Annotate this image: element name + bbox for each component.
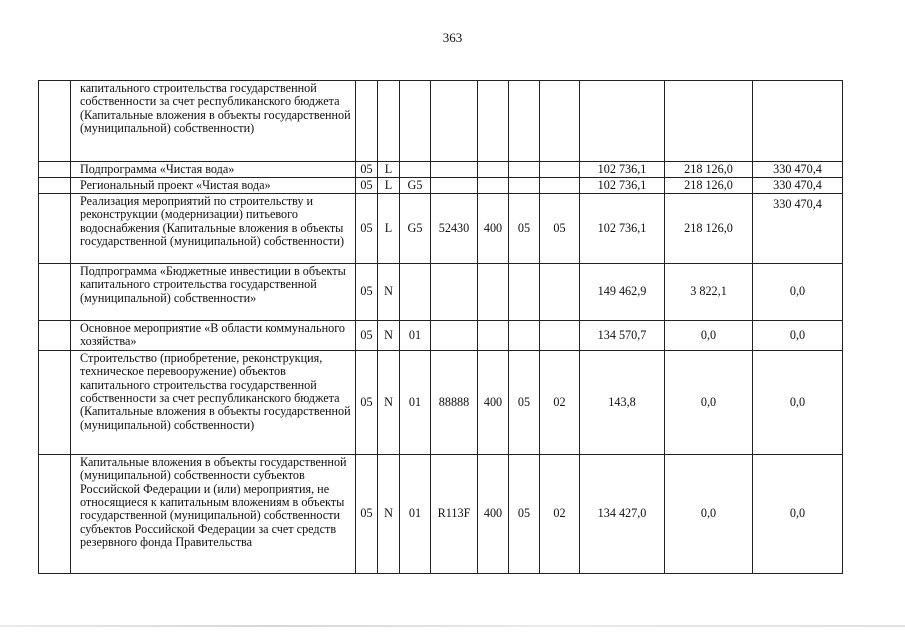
amount-year2: 3 822,1 xyxy=(665,264,753,321)
amount-year1: 134 427,0 xyxy=(580,454,665,573)
code-expense-type xyxy=(478,264,509,321)
code-direction xyxy=(431,81,478,162)
code-section xyxy=(509,321,540,351)
amount-year1: 149 462,9 xyxy=(580,264,665,321)
code-subsection xyxy=(540,178,580,194)
margin-cell xyxy=(39,81,71,162)
code-ministry: 05 xyxy=(356,178,378,194)
amount-year3: 330 470,4 xyxy=(753,162,843,178)
margin-cell xyxy=(39,162,71,178)
code-direction xyxy=(431,162,478,178)
row-name: Строительство (приобретение, реконструкция, техническое перевооружение) объектов капитального строительства государственной собственности за счет республиканского бюджета (Капитальные вложения в объекты государственной (муниципальной) собственности) xyxy=(71,350,356,454)
amount-year1: 102 736,1 xyxy=(580,178,665,194)
code-program: N xyxy=(378,321,400,351)
code-subprogram xyxy=(400,162,431,178)
code-direction: 52430 xyxy=(431,194,478,264)
table-row xyxy=(39,321,843,351)
code-subsection: 02 xyxy=(540,350,580,454)
code-direction: 88888 xyxy=(431,350,478,454)
code-section xyxy=(509,178,540,194)
amount-year2 xyxy=(665,81,753,162)
margin-cell xyxy=(39,264,71,321)
row-name: Основное мероприятие «В области коммунального хозяйства» xyxy=(71,321,356,351)
amount-year1: 143,8 xyxy=(580,350,665,454)
row-name: Подпрограмма «Чистая вода» xyxy=(71,162,356,178)
code-subprogram: 01 xyxy=(400,321,431,351)
row-name: Реализация мероприятий по строительству и реконструкции (модернизации) питьевого водоснабжения (Капитальные вложения в объекты государственной (муниципальной) собственности) xyxy=(71,194,356,264)
table-row xyxy=(39,454,843,573)
scan-edge-line xyxy=(0,625,905,627)
code-subprogram: 01 xyxy=(400,454,431,573)
amount-year3: 0,0 xyxy=(753,454,843,573)
row-name: Капитальные вложения в объекты государственной (муниципальной) собственности субъектов Российской Федерации и (или) мероприятия, не относящиеся к капитальным вложениям в объекты государственной (муниципальной) собственности субъектов Российской Федерации за счет средств резервного фонда Правительства xyxy=(71,454,356,573)
budget-table xyxy=(38,80,843,574)
margin-cell xyxy=(39,321,71,351)
code-subsection: 05 xyxy=(540,194,580,264)
code-direction xyxy=(431,321,478,351)
amount-year3 xyxy=(753,81,843,162)
code-ministry: 05 xyxy=(356,454,378,573)
code-direction: R113F xyxy=(431,454,478,573)
code-subsection xyxy=(540,321,580,351)
code-subsection: 02 xyxy=(540,454,580,573)
code-program: L xyxy=(378,194,400,264)
code-ministry: 05 xyxy=(356,194,378,264)
code-subprogram xyxy=(400,264,431,321)
code-subprogram: 01 xyxy=(400,350,431,454)
amount-year3: 0,0 xyxy=(753,264,843,321)
amount-year1 xyxy=(580,81,665,162)
code-ministry xyxy=(356,81,378,162)
row-name: Подпрограмма «Бюджетные инвестиции в объекты капитального строительства государственной (муниципальной) собственности» xyxy=(71,264,356,321)
code-ministry: 05 xyxy=(356,350,378,454)
budget-table-container xyxy=(38,80,843,574)
code-section xyxy=(509,162,540,178)
code-section xyxy=(509,81,540,162)
code-subsection xyxy=(540,81,580,162)
code-ministry: 05 xyxy=(356,321,378,351)
code-ministry: 05 xyxy=(356,162,378,178)
code-subprogram: G5 xyxy=(400,194,431,264)
code-expense-type xyxy=(478,321,509,351)
table-row xyxy=(39,81,843,162)
amount-year3: 330 470,4 xyxy=(753,194,843,264)
code-section xyxy=(509,264,540,321)
amount-year2: 218 126,0 xyxy=(665,194,753,264)
amount-year3: 330 470,4 xyxy=(753,178,843,194)
code-section: 05 xyxy=(509,454,540,573)
code-direction xyxy=(431,178,478,194)
code-program: L xyxy=(378,178,400,194)
amount-year2: 0,0 xyxy=(665,321,753,351)
code-program: N xyxy=(378,454,400,573)
table-row xyxy=(39,178,843,194)
code-direction xyxy=(431,264,478,321)
code-program: L xyxy=(378,162,400,178)
margin-cell xyxy=(39,178,71,194)
code-subsection xyxy=(540,264,580,321)
row-name: капитального строительства государственной собственности за счет республиканского бюджета (Капитальные вложения в объекты государственной (муниципальной) собственности) xyxy=(71,81,356,162)
amount-year2: 0,0 xyxy=(665,350,753,454)
amount-year3: 0,0 xyxy=(753,321,843,351)
table-row xyxy=(39,194,843,264)
table-row xyxy=(39,162,843,178)
code-expense-type: 400 xyxy=(478,194,509,264)
amount-year1: 102 736,1 xyxy=(580,194,665,264)
amount-year1: 102 736,1 xyxy=(580,162,665,178)
code-subprogram: G5 xyxy=(400,178,431,194)
code-program: N xyxy=(378,264,400,321)
page-number: 363 xyxy=(442,30,463,45)
amount-year2: 218 126,0 xyxy=(665,178,753,194)
table-row xyxy=(39,350,843,454)
margin-cell xyxy=(39,350,71,454)
table-row xyxy=(39,264,843,321)
row-name: Региональный проект «Чистая вода» xyxy=(71,178,356,194)
margin-cell xyxy=(39,454,71,573)
code-expense-type: 400 xyxy=(478,454,509,573)
code-expense-type xyxy=(478,178,509,194)
amount-year1: 134 570,7 xyxy=(580,321,665,351)
code-ministry: 05 xyxy=(356,264,378,321)
code-expense-type xyxy=(478,81,509,162)
code-expense-type: 400 xyxy=(478,350,509,454)
code-expense-type xyxy=(478,162,509,178)
amount-year2: 0,0 xyxy=(665,454,753,573)
code-subprogram xyxy=(400,81,431,162)
code-section: 05 xyxy=(509,194,540,264)
code-program xyxy=(378,81,400,162)
code-section: 05 xyxy=(509,350,540,454)
margin-cell xyxy=(39,194,71,264)
amount-year3: 0,0 xyxy=(753,350,843,454)
amount-year2: 218 126,0 xyxy=(665,162,753,178)
code-program: N xyxy=(378,350,400,454)
code-subsection xyxy=(540,162,580,178)
